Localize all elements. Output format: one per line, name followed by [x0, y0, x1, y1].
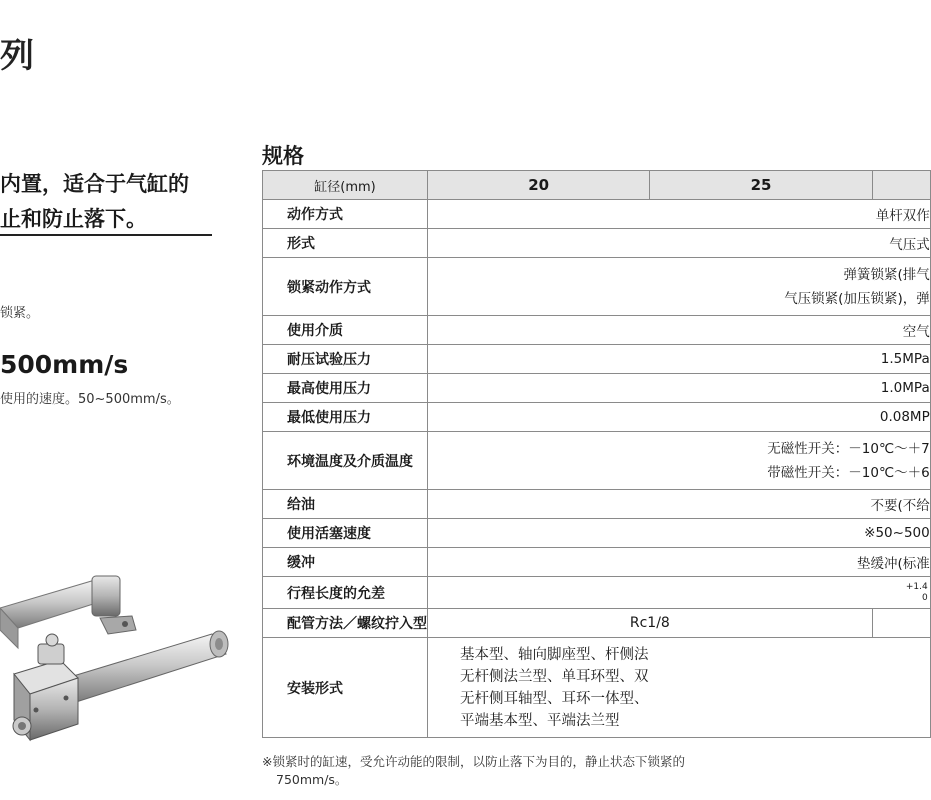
value-line: 1.5MPa [880, 351, 930, 367]
row-value [428, 609, 873, 638]
row-value [428, 638, 931, 738]
value-line: 气压锁紧(加压锁紧)，弹 [784, 290, 930, 307]
value-line: 单杆双作 [875, 208, 930, 224]
row-label: 给油 [263, 490, 428, 519]
value-line: ※50~500 [864, 525, 930, 541]
table-row [263, 638, 931, 738]
table-row [263, 490, 931, 519]
bore-label-cell: 缸径(mm) [263, 171, 428, 200]
value-line: 平端基本型、平端法兰型 [460, 712, 620, 729]
front-cylinder [13, 631, 228, 740]
value-line: 带磁性开关：－10℃～＋6 [767, 464, 930, 481]
pneumatic-cylinder-photo [0, 568, 245, 758]
bore-20-cell: 20 [428, 171, 650, 200]
value-line: 无磁性开关：－10℃～＋7 [767, 440, 930, 457]
row-label: 使用活塞速度 [263, 519, 428, 548]
value-line: 1.0MPa [880, 380, 930, 396]
spec-table [262, 170, 931, 738]
value-line: 气压式 [889, 237, 930, 253]
spec-heading: 规格 [262, 144, 304, 168]
row-label: 最低使用压力 [263, 403, 428, 432]
value-line: 不要(不给 [870, 498, 930, 514]
table-row [263, 258, 931, 316]
row-value [428, 548, 931, 577]
row-value [428, 490, 931, 519]
row-value [428, 519, 931, 548]
row-label: 环境温度及介质温度 [263, 432, 428, 490]
table-row [263, 519, 931, 548]
value-line: 垫缓冲(标准 [856, 556, 930, 572]
table-row [263, 432, 931, 490]
table-row [263, 229, 931, 258]
value-line: 弹簧锁紧(排气 [843, 266, 930, 283]
row-value [428, 258, 931, 316]
value-line: 无杆侧法兰型、单耳环型、双 [460, 668, 649, 685]
footnote-line-2: 750mm/s。 [276, 772, 348, 787]
row-label: 行程长度的允差 [263, 577, 428, 609]
lead-underline [0, 234, 212, 236]
row-value [428, 403, 931, 432]
value-line: 基本型、轴向脚座型、杆侧法 [460, 646, 649, 663]
row-value [428, 374, 931, 403]
row-value [428, 432, 931, 490]
table-row [263, 403, 931, 432]
row-value [428, 316, 931, 345]
row-label: 耐压试验压力 [263, 345, 428, 374]
bore-next-cell [872, 171, 930, 200]
lead-text-line-1: 内置，适合于气缸的 [0, 172, 189, 196]
lead-text-line-2: 止和防止落下。 [0, 207, 147, 231]
row-label: 动作方式 [263, 200, 428, 229]
value-line: 0.08MP [879, 409, 930, 425]
speed-description: 使用的速度。50~500mm/s。 [0, 392, 180, 407]
row-value [428, 200, 931, 229]
row-value [428, 577, 931, 609]
value-line: +1.4 [905, 581, 928, 592]
table-row [263, 200, 931, 229]
lock-text-fragment: 锁紧。 [0, 306, 40, 321]
table-row [263, 374, 931, 403]
value-line: Rc1/8 [629, 615, 670, 631]
row-label: 锁紧动作方式 [263, 258, 428, 316]
row-label: 使用介质 [263, 316, 428, 345]
row-label: 配管方法／螺纹拧入型 [263, 609, 428, 638]
value-line: 0 [922, 592, 928, 603]
speed-heading: 500mm/s [0, 350, 129, 379]
bore-25-cell: 25 [650, 171, 872, 200]
table-row [263, 609, 931, 638]
row-value [428, 345, 931, 374]
table-row [263, 316, 931, 345]
back-cylinder [0, 576, 136, 648]
row-label: 安装形式 [263, 638, 428, 738]
row-label: 形式 [263, 229, 428, 258]
row-label: 最高使用压力 [263, 374, 428, 403]
spec-header-row [263, 171, 931, 200]
row-label: 缓冲 [263, 548, 428, 577]
row-value-extra [872, 609, 930, 638]
table-row [263, 548, 931, 577]
table-row [263, 345, 931, 374]
table-row [263, 577, 931, 609]
row-value [428, 229, 931, 258]
value-line: 无杆侧耳轴型、耳环一体型、 [460, 690, 649, 707]
value-line: 空气 [902, 324, 930, 340]
page-title-fragment: 列 [0, 36, 34, 76]
footnote-line-1: ※锁紧时的缸速，受允许动能的限制，以防止落下为目的，静止状态下锁紧的 [262, 754, 685, 769]
